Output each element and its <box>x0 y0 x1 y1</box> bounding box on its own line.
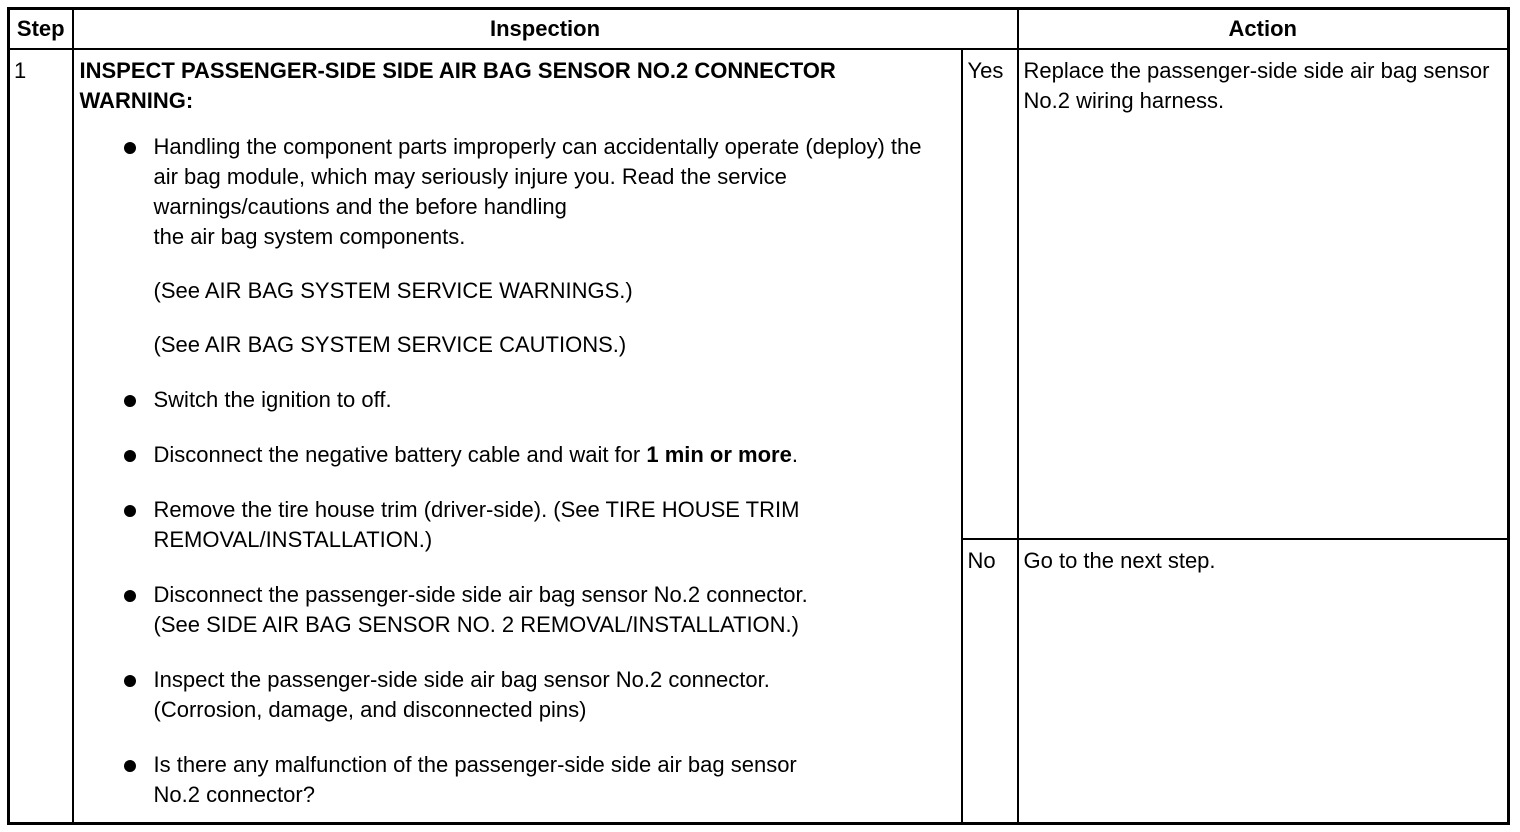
list-item-ignition <box>80 385 947 415</box>
yes-action: Replace the passenger-side side air bag sensor No.2 wiring harness. <box>1018 49 1509 539</box>
header-row <box>9 9 1509 50</box>
inspection-list <box>80 132 947 810</box>
bullet-icon <box>124 760 136 772</box>
bullet-icon <box>124 395 136 407</box>
no-label: No <box>962 539 1018 824</box>
list-item-inspect <box>80 665 947 725</box>
disconnect-text-2: (See SIDE AIR BAG SENSOR NO. 2 REMOVAL/INSTALLATION.) <box>153 612 799 637</box>
inspection-cell <box>73 49 962 824</box>
header-step: Step <box>9 9 73 50</box>
list-item-disconnect <box>80 580 947 640</box>
no-action: Go to the next step. <box>1018 539 1509 824</box>
warning-see-1: (See AIR BAG SYSTEM SERVICE WARNINGS.) <box>153 278 633 303</box>
question-text-2: No.2 connector? <box>153 782 315 807</box>
inspect-text-1: Inspect the passenger-side side air bag sensor No.2 connector. <box>153 667 770 692</box>
bullet-icon <box>124 675 136 687</box>
bullet-icon <box>124 142 136 154</box>
battery-suffix: . <box>791 442 798 467</box>
list-item-battery <box>80 440 947 470</box>
question-text-1: Is there any malfunction of the passenger-side side air bag sensor <box>153 752 797 777</box>
trim-text-2: REMOVAL/INSTALLATION.) <box>153 527 433 552</box>
ignition-text: Switch the ignition to off. <box>153 387 392 412</box>
bullet-icon <box>124 590 136 602</box>
disconnect-text-1: Disconnect the passenger-side side air bag sensor No.2 connector. <box>153 582 808 607</box>
yes-label: Yes <box>962 49 1018 539</box>
step-number: 1 <box>9 49 73 824</box>
list-item-warning <box>80 132 947 360</box>
list-item-trim <box>80 495 947 555</box>
header-inspection: Inspection <box>73 9 1018 50</box>
battery-text: Disconnect the negative battery cable and wait for <box>153 442 647 467</box>
table-row <box>9 49 1509 539</box>
inspect-text-2: (Corrosion, damage, and disconnected pins) <box>153 697 587 722</box>
bullet-icon <box>124 505 136 517</box>
header-action: Action <box>1018 9 1509 50</box>
warning-text-1: Handling the component parts improperly can accidentally operate (deploy) the air bag module, which may seriously injure you. Read the service warnings/cautions and the before handling <box>153 134 922 219</box>
inspection-title: INSPECT PASSENGER-SIDE SIDE AIR BAG SENSOR NO.2 CONNECTOR WARNING: <box>79 58 836 113</box>
bullet-icon <box>124 450 136 462</box>
trim-text-1: Remove the tire house trim (driver-side). (See TIRE HOUSE TRIM <box>153 497 800 522</box>
warning-see-2: (See AIR BAG SYSTEM SERVICE CAUTIONS.) <box>153 332 627 357</box>
battery-time: 1 min or more <box>646 442 792 467</box>
inspection-table <box>7 7 1510 825</box>
warning-text-2: the air bag system components. <box>153 224 466 249</box>
list-item-question <box>80 750 947 810</box>
